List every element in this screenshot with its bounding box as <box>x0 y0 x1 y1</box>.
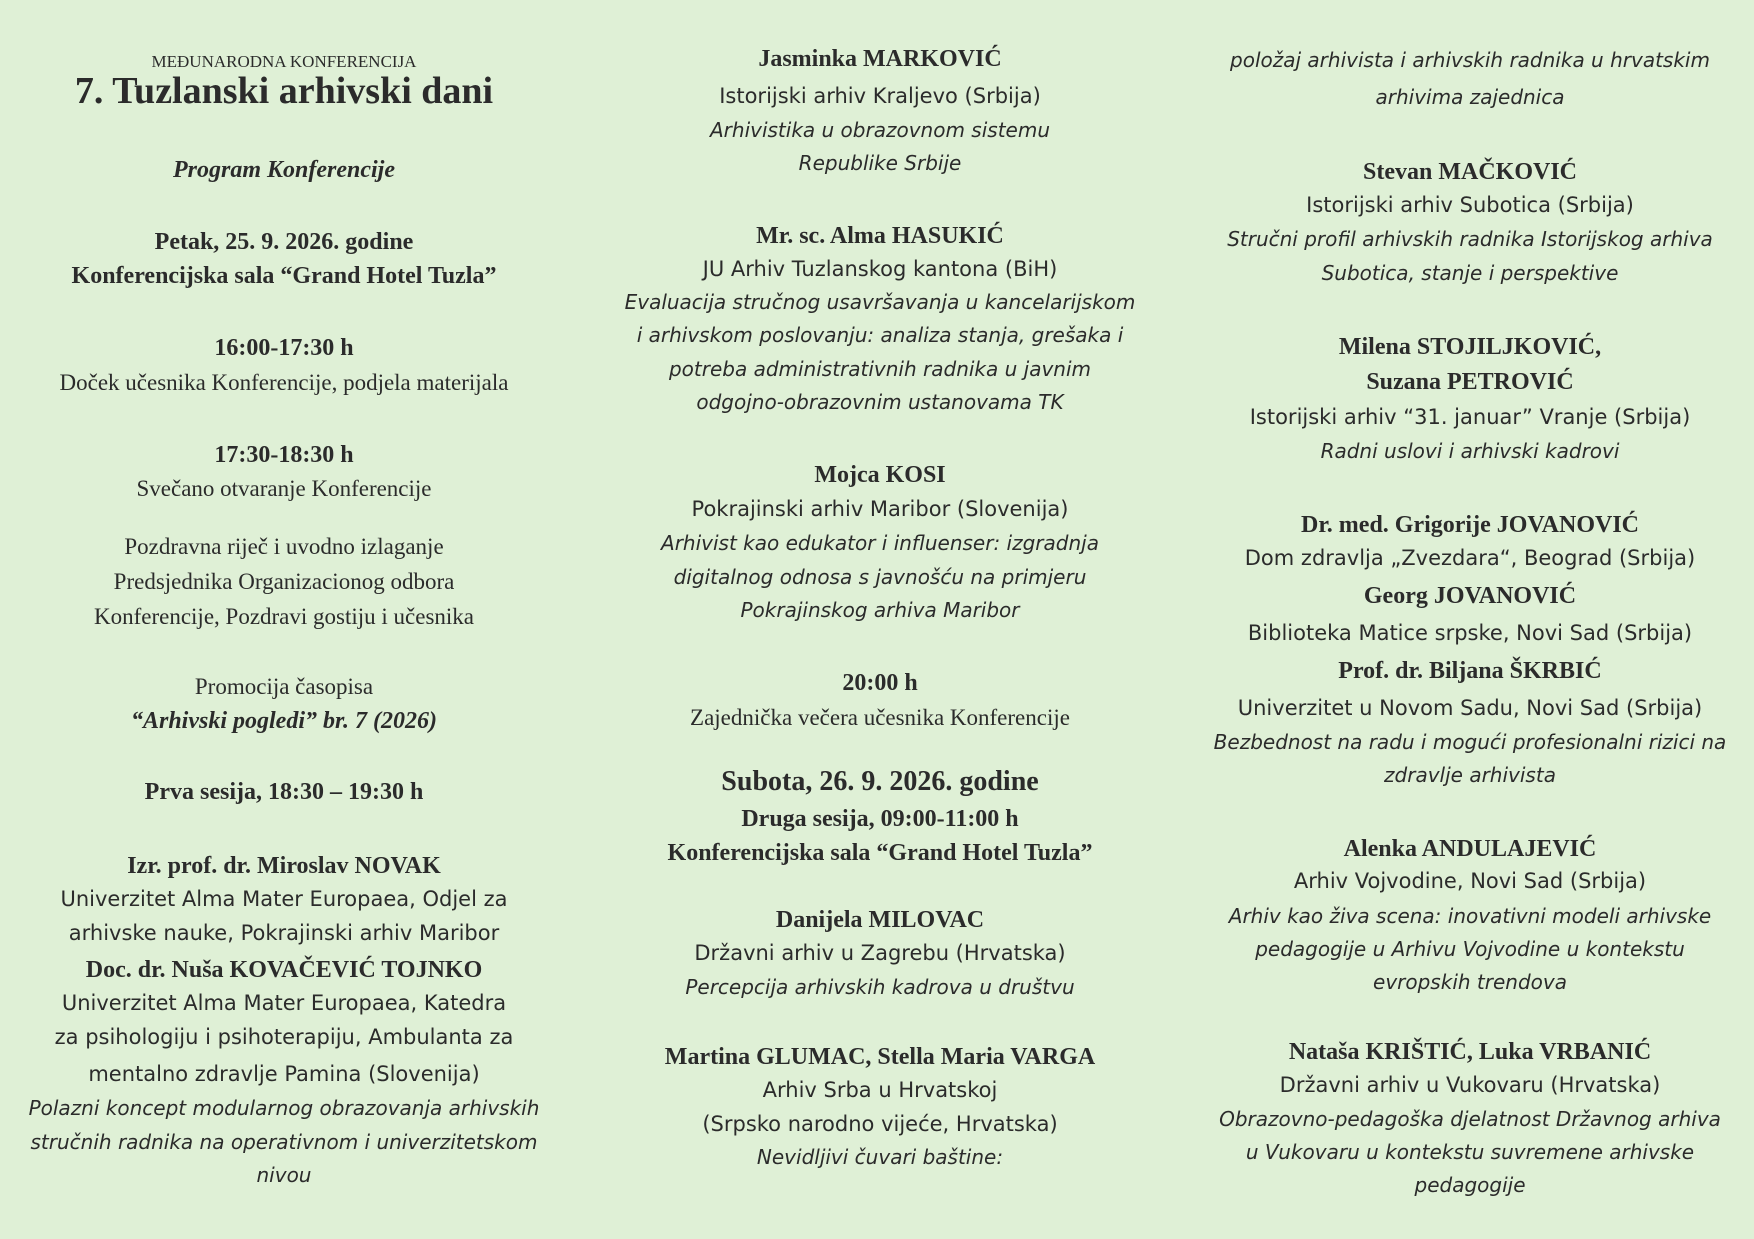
talk-title: nivou <box>256 1163 312 1187</box>
session2-heading: Druga sesija, 09:00-11:00 h <box>741 806 1019 832</box>
author-affiliation: (Srpsko narodno vijeće, Hrvatska) <box>702 1112 1058 1136</box>
talk-title: pedagogije <box>1414 1173 1526 1197</box>
talk-title: Pokrajinskog arhiva Maribor <box>740 598 1020 622</box>
author-name: Dr. med. Grigorije JOVANOVIĆ <box>1301 512 1639 538</box>
author-name: Jasminka MARKOVIĆ <box>758 46 1002 72</box>
author-name: Georg JOVANOVIĆ <box>1363 583 1577 609</box>
author-affiliation: Biblioteka Matice srpske, Novi Sad (Srbija) <box>1247 621 1693 645</box>
author-name: Prof. dr. Biljana ŠKRBIĆ <box>1338 658 1602 684</box>
author-name: Alenka ANDULAJEVIĆ <box>1343 836 1597 862</box>
dinner-time: 20:00 h <box>842 670 918 696</box>
author-affiliation: Arhiv Vojvodine, Novi Sad (Srbija) <box>1293 869 1647 893</box>
author-affiliation: Istorijski arhiv “31. januar” Vranje (Srbija) <box>1249 405 1691 429</box>
slot2-text: Svečano otvaranje Konferencije <box>136 476 432 501</box>
author-affiliation: Dom zdravlja „Zvezdara“, Beograd (Srbija) <box>1244 546 1696 570</box>
session1-heading: Prva sesija, 18:30 – 19:30 h <box>144 779 424 805</box>
talk-title: pedagogije u Arhivu Vojvodine u kontekstu <box>1255 937 1685 961</box>
author-affiliation: Arhiv Srba u Hrvatskoj <box>762 1078 998 1102</box>
author-name: Mr. sc. Alma HASUKIĆ <box>756 223 1004 249</box>
talk-title: Republike Srbije <box>798 151 962 175</box>
author-affiliation: JU Arhiv Tuzlanskog kantona (BiH) <box>702 257 1058 281</box>
author-affiliation: Istorijski arhiv Kraljevo (Srbija) <box>719 84 1041 108</box>
author-name: Izr. prof. dr. Miroslav NOVAK <box>127 853 441 879</box>
author-affiliation: Univerzitet Alma Mater Europaea, Odjel za <box>60 887 508 911</box>
talk-title: Nevidljivi čuvari baštine: <box>756 1145 1004 1169</box>
talk-title: Polazni koncept modularnog obrazovanja arhivskih <box>28 1096 540 1120</box>
author-name: Nataša KRIŠTIĆ, Luka VRBANIĆ <box>1288 1039 1652 1065</box>
talk-title: Obrazovno-pedagoška djelatnost Državnog arhiva <box>1219 1107 1721 1131</box>
author-affiliation: arhivske nauke, Pokrajinski arhiv Maribor <box>68 921 500 945</box>
greeting-line: Konferencije, Pozdravi gostiju i učesnika <box>93 604 475 629</box>
author-name: Danijela MILOVAC <box>775 907 985 933</box>
talk-title: položaj arhivista i arhivskih radnika u hrvatskim <box>1230 48 1710 72</box>
author-name: Martina GLUMAC, Stella Maria VARGA <box>664 1044 1096 1070</box>
slot2-time: 17:30-18:30 h <box>214 442 354 468</box>
author-affiliation: Državni arhiv u Vukovaru (Hrvatska) <box>1279 1073 1661 1097</box>
talk-title: Radni uslovi i arhivski kadrovi <box>1320 439 1620 463</box>
author-affiliation: za psihologiju i psihoterapiju, Ambulanta za <box>54 1025 514 1049</box>
day1-venue: Konferencijska sala “Grand Hotel Tuzla” <box>71 263 497 289</box>
day2-venue: Konferencijska sala “Grand Hotel Tuzla” <box>667 840 1093 866</box>
slot1-text: Doček učesnika Konferencije, podjela materijala <box>59 370 509 395</box>
talk-title: arhivima zajednica <box>1375 85 1565 109</box>
slot1-time: 16:00-17:30 h <box>214 335 354 361</box>
talk-title: odgojno-obrazovnim ustanovama TK <box>696 390 1064 414</box>
talk-title: Arhiv kao živa scena: inovativni modeli arhivske <box>1228 904 1712 928</box>
author-affiliation: Istorijski arhiv Subotica (Srbija) <box>1306 193 1634 217</box>
author-affiliation: Pokrajinski arhiv Maribor (Slovenija) <box>691 497 1069 521</box>
talk-title: stručnih radnika na operativnom i univerzitetskom <box>30 1130 538 1154</box>
talk-title: Percepcija arhivskih kadrova u društvu <box>685 975 1075 999</box>
talk-title: u Vukovaru u kontekstu suvremene arhivske <box>1245 1140 1695 1164</box>
talk-title: Stručni profil arhivskih radnika Istorijskog arhiva <box>1227 227 1713 251</box>
day2-date: Subota, 26. 9. 2026. godine <box>721 766 1039 797</box>
author-affiliation: Univerzitet Alma Mater Europaea, Katedra <box>61 991 507 1015</box>
author-affiliation: Univerzitet u Novom Sadu, Novi Sad (Srbija) <box>1237 696 1703 720</box>
author-name: Milena STOJILJKOVIĆ, <box>1338 334 1602 360</box>
talk-title: zdravlje arhivista <box>1384 763 1556 787</box>
talk-title: Bezbednost na radu i mogući profesionalni rizici na <box>1213 730 1727 754</box>
author-name: Mojca KOSI <box>814 462 946 488</box>
talk-title: Evaluacija stručnog usavršavanja u kancelarijskom <box>624 290 1136 314</box>
conference-kicker: MEĐUNARODNA KONFERENCIJA <box>151 52 417 71</box>
author-name: Doc. dr. Nuša KOVAČEVIĆ TOJNKO <box>85 957 483 983</box>
day1-date: Petak, 25. 9. 2026. godine <box>154 229 414 255</box>
author-affiliation: Državni arhiv u Zagrebu (Hrvatska) <box>694 941 1066 965</box>
promo-line: Promocija časopisa <box>194 674 374 699</box>
program-heading: Program Konferencije <box>173 157 395 183</box>
author-name: Stevan MAČKOVIĆ <box>1363 159 1577 185</box>
author-name: Suzana PETROVIĆ <box>1366 369 1574 395</box>
dinner-text: Zajednička večera učesnika Konferencije <box>690 705 1070 730</box>
journal-title: “Arhivski pogledi” br. 7 (2026) <box>130 708 437 734</box>
talk-title: evropskih trendova <box>1373 970 1567 994</box>
talk-title: Subotica, stanje i perspektive <box>1321 261 1619 285</box>
greeting-line: Pozdravna riječ i uvodno izlaganje <box>124 534 444 559</box>
talk-title: Arhivist kao edukator i influenser: izgradnja <box>661 531 1099 555</box>
talk-title: i arhivskom poslovanju: analiza stanja, grešaka i <box>636 323 1124 347</box>
talk-title: Arhivistika u obrazovnom sistemu <box>709 118 1050 142</box>
talk-title: potreba administrativnih radnika u javnim <box>668 357 1092 381</box>
author-affiliation: mentalno zdravlje Pamina (Slovenija) <box>88 1062 480 1086</box>
greeting-line: Predsjednika Organizacionog odbora <box>113 569 455 594</box>
talk-title: digitalnog odnosa s javnošću na primjeru <box>673 565 1087 589</box>
conference-title: 7. Tuzlanski arhivski dani <box>74 70 494 112</box>
